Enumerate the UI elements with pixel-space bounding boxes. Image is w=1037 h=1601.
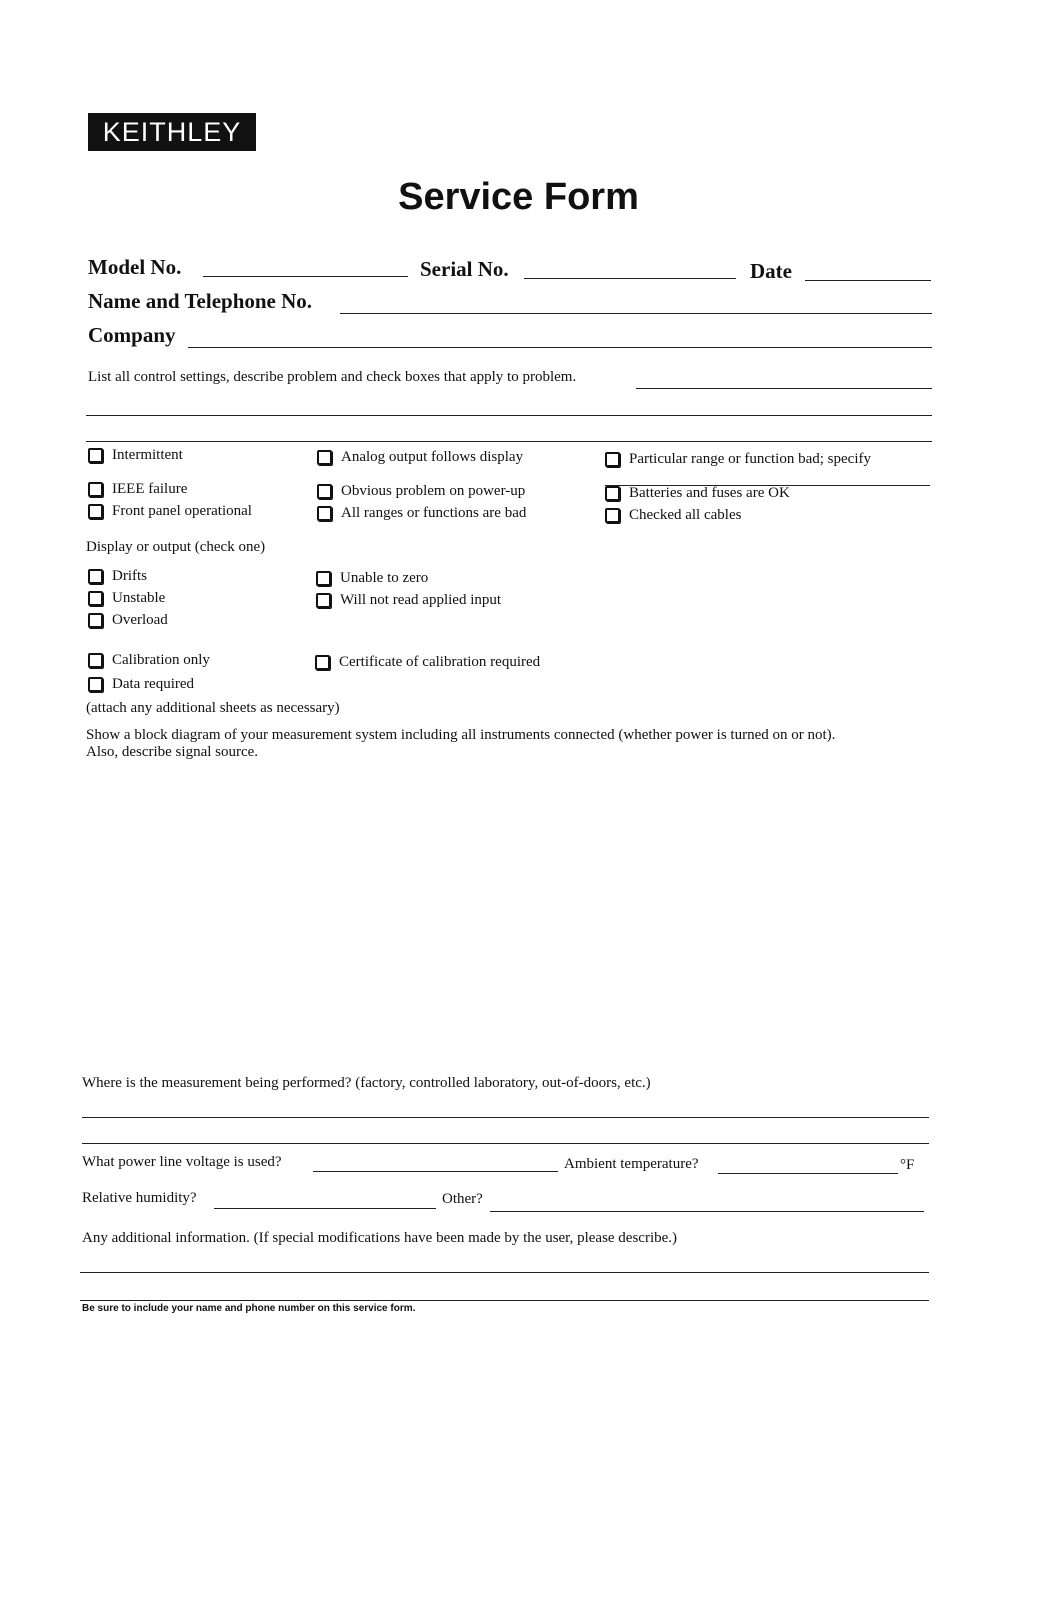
checkbox-label: Will not read applied input xyxy=(340,592,502,608)
checkbox-label: Data required xyxy=(112,676,195,692)
keithley-logo: KEITHLEY xyxy=(88,113,256,151)
serial-field[interactable] xyxy=(524,278,736,279)
checkbox-icon xyxy=(605,508,620,523)
instructions-text: List all control settings, describe problem and check boxes that apply to problem. xyxy=(88,369,577,385)
checkbox-label: Drifts xyxy=(112,568,147,584)
additional-line-1[interactable] xyxy=(80,1272,929,1273)
company-label: Company xyxy=(88,323,176,347)
checkbox-calibration-only[interactable] xyxy=(88,652,210,669)
checkbox-icon xyxy=(88,504,103,519)
checkbox-icon xyxy=(316,593,331,608)
checkbox-label: Intermittent xyxy=(112,447,183,463)
checkbox-icon xyxy=(317,506,332,521)
checkbox-label: Certificate of calibration required xyxy=(339,654,541,670)
checkbox-icon xyxy=(316,571,331,586)
company-field[interactable] xyxy=(188,347,932,348)
checkbox-icon xyxy=(88,448,103,463)
problem-line-3[interactable] xyxy=(86,441,932,442)
block-diagram-instructions xyxy=(86,727,946,761)
other-field[interactable] xyxy=(490,1211,924,1212)
checkbox-unable-zero[interactable] xyxy=(316,570,428,587)
checkbox-label: Calibration only xyxy=(112,652,210,668)
checkbox-drifts[interactable] xyxy=(88,568,147,585)
model-label: Model No. xyxy=(88,255,182,279)
block-diagram-line-2: Also, describe signal source. xyxy=(86,744,259,760)
name-field[interactable] xyxy=(340,313,932,314)
checkbox-batteries-fuses[interactable] xyxy=(605,485,790,502)
checkbox-label: Analog output follows display xyxy=(341,449,524,465)
problem-line-2[interactable] xyxy=(86,415,932,416)
checkbox-label: Overload xyxy=(112,612,168,628)
checkbox-label: Particular range or function bad; specify xyxy=(629,451,871,467)
power-label: What power line voltage is used? xyxy=(82,1154,282,1170)
checkbox-icon xyxy=(88,613,103,628)
additional-info-text: Any additional information. (If special modifications have been made by the user, please describe.) xyxy=(82,1230,678,1246)
where-line-1[interactable] xyxy=(82,1117,929,1118)
checkbox-icon xyxy=(317,450,332,465)
checkbox-all-ranges-bad[interactable] xyxy=(317,505,526,522)
checkbox-icon xyxy=(88,482,103,497)
humidity-label: Relative humidity? xyxy=(82,1190,197,1206)
serial-label: Serial No. xyxy=(420,257,509,281)
ambient-label: Ambient temperature? xyxy=(564,1156,699,1172)
ambient-field[interactable] xyxy=(718,1173,898,1174)
checkbox-will-not-read[interactable] xyxy=(316,592,501,609)
additional-line-2[interactable] xyxy=(80,1300,929,1301)
checkbox-icon xyxy=(88,569,103,584)
checkbox-unstable[interactable] xyxy=(88,590,165,607)
power-field[interactable] xyxy=(313,1171,558,1172)
checkbox-icon xyxy=(88,677,103,692)
checkbox-intermittent[interactable] xyxy=(88,447,183,464)
checkbox-overload[interactable] xyxy=(88,612,168,629)
checkbox-icon xyxy=(317,484,332,499)
checkbox-label: All ranges or functions are bad xyxy=(341,505,527,521)
checkbox-label: Batteries and fuses are OK xyxy=(629,485,790,501)
where-question: Where is the measurement being performed? (factory, controlled laboratory, out-of-doors, etc.) xyxy=(82,1075,651,1091)
humidity-field[interactable] xyxy=(214,1208,436,1209)
block-diagram-area[interactable] xyxy=(86,775,932,1060)
footer-note: Be sure to include your name and phone number on this service form. xyxy=(82,1303,416,1314)
checkbox-certificate[interactable] xyxy=(315,654,540,671)
display-output-heading: Display or output (check one) xyxy=(86,539,266,555)
problem-line-1[interactable] xyxy=(636,388,932,389)
checkbox-analog-output[interactable] xyxy=(317,449,523,466)
checkbox-label: Front panel operational xyxy=(112,503,252,519)
checkbox-icon xyxy=(315,655,330,670)
where-line-2[interactable] xyxy=(82,1143,929,1144)
page-title: Service Form xyxy=(398,176,639,218)
other-label: Other? xyxy=(442,1191,483,1207)
block-diagram-line-1: Show a block diagram of your measurement system including all instruments connected (whether power is turned on or not). xyxy=(86,727,836,743)
checkbox-checked-cables[interactable] xyxy=(605,507,741,524)
checkbox-label: Obvious problem on power-up xyxy=(341,483,526,499)
temp-unit: °F xyxy=(900,1157,915,1173)
checkbox-front-panel[interactable] xyxy=(88,503,252,520)
checkbox-icon xyxy=(605,486,620,501)
checkbox-data-required[interactable] xyxy=(88,676,194,693)
checkbox-label: IEEE failure xyxy=(112,481,188,497)
checkbox-icon xyxy=(88,591,103,606)
name-label: Name and Telephone No. xyxy=(88,289,313,313)
checkbox-icon xyxy=(88,653,103,668)
model-field[interactable] xyxy=(203,276,408,277)
attach-note: (attach any additional sheets as necessary) xyxy=(86,700,340,716)
checkbox-ieee-failure[interactable] xyxy=(88,481,187,498)
checkbox-label: Checked all cables xyxy=(629,507,742,523)
checkbox-label: Unstable xyxy=(112,590,166,606)
checkbox-icon xyxy=(605,452,620,467)
checkbox-label: Unable to zero xyxy=(340,570,429,586)
date-field[interactable] xyxy=(805,280,931,281)
checkbox-particular-range[interactable] xyxy=(605,451,871,468)
date-label: Date xyxy=(750,259,792,283)
checkbox-obvious-problem[interactable] xyxy=(317,483,525,500)
